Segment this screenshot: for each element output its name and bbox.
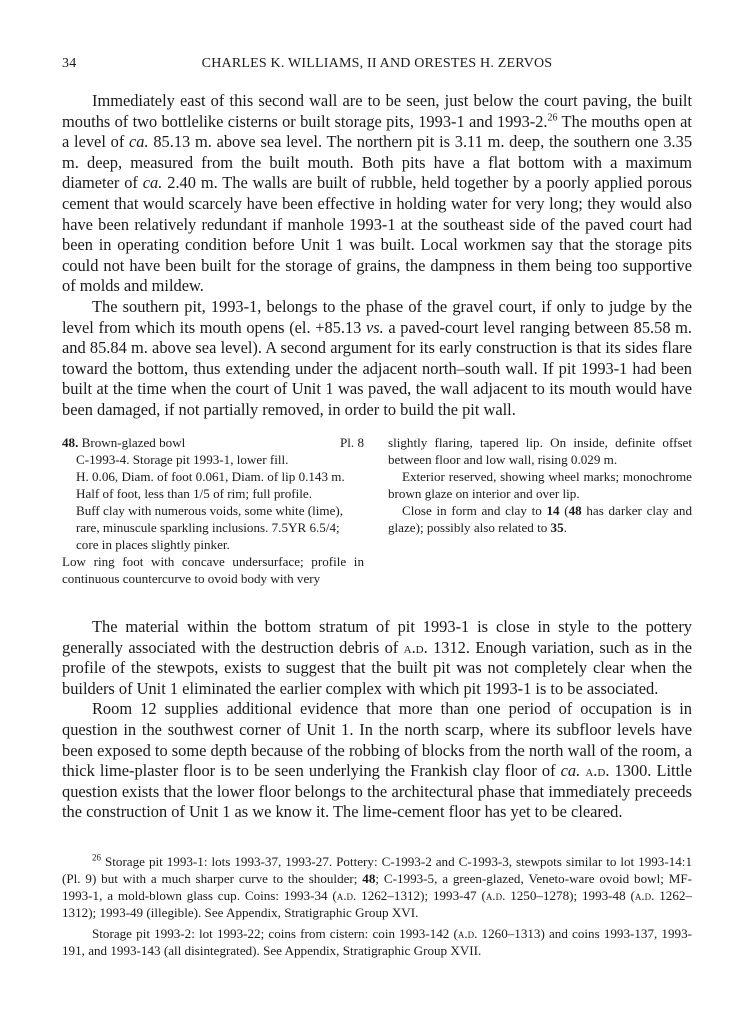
paragraph-room-12: Room 12 supplies additional evidence that more than one period of occupation is in question in the southwest corner of Unit 1. In the north scarp, where its subfloor levels have been exposed to some depth because of the robbing of blocks from the north wall of the room, a thick lime-plaster floor is to be seen underlying the Frankish clay floor of ca. a.d. 1300. Little question exists that the lower floor belongs to the architectural phase that immediately preceeds the construction of Unit 1 as we know it. The lime-cement floor has yet to be cleared.: [62, 699, 692, 822]
catalog-title: Brown-glazed bowl: [81, 435, 186, 450]
catalog-right-column: [388, 434, 692, 536]
main-text-upper: [62, 91, 692, 421]
catalog-exterior: Exterior reserved, showing wheel marks; monochrome brown glaze on interior and over lip.: [388, 469, 692, 501]
catalog-fabric: Buff clay with numerous voids, some white (lime), rare, minuscule sparkling inclusions. 7.5YR 6.5/4; core in places slightly pinker.: [76, 503, 344, 552]
catalog-number: 48.: [62, 435, 79, 450]
catalog-dimensions: H. 0.06, Diam. of foot 0.061, Diam. of lip 0.143 m.: [76, 469, 345, 484]
footnote-reference[interactable]: 26: [547, 112, 558, 124]
paragraph-bottom-stratum: The material within the bottom stratum of pit 1993-1 is close in style to the pottery generally associated with the destruction debris of a.d. 1312. Enough variation, such as in the profile of the stewpots, exists to suggest that the built pit was not completely clear when the builders of Unit 1 eliminated the earlier complex with which pit 1993-1 is to be associated.: [62, 617, 692, 698]
catalog-left-column: [62, 434, 364, 587]
page-number: 34: [62, 56, 77, 71]
plate-reference: Pl. 8: [339, 435, 364, 450]
running-head: [62, 56, 692, 76]
footnotes: [62, 853, 692, 959]
running-head-authors: CHARLES K. WILLIAMS, II AND ORESTES H. ZERVOS: [201, 56, 553, 71]
main-text-lower: [62, 617, 692, 823]
catalog-profile-part1: Low ring foot with concave undersurface; profile in continuous countercurve to ovoid body with very: [62, 554, 364, 586]
footnote-26: $^{26}$ Storage pit 1993-1: lots 1993-37, 1993-27. Pottery: C-1993-2 and C-1993-3, stewpots similar to lot 1993-14:1 (Pl. 9) but with a much sharper curve to the shoulder; 48; C-1993-5, a green-glazed, Veneto-ware ovoid bowl; MF-1993-1, a mold-blown glass cup. Coins: 1993-34 (a.d. 1262–1312); 1993-47 (a.d. 1250–1278); 1993-48 (a.d. 1262–1312); 1993-49 (illegible). See Appendix, Stratigraphic Group XVI.: [62, 852, 693, 920]
catalog-comparanda: Close in form and clay to 14 (48 has darker clay and glaze); possibly also related to 35.: [388, 503, 692, 535]
paragraph-storage-pits: Immediately east of this second wall are to be seen, just below the court paving, the built mouths of two bottlelike cisterns or built storage pits, 1993-1 and 1993-2.26 The mouths open at a level of ca. 85.13 m. above sea level. The northern pit is 3.11 m. deep, the southern one 3.35 m. deep, measured from the built mouth. Both pits have a flat bottom with a maximum diameter of ca. 2.40 m. The walls are built of rubble, held together by a poorly applied porous cement that would scarcely have been effective in holding water for very long; they would also have been relatively redundant if manhole 1993-1 at the southeast side of the paved court had been in operating condition before Unit 1 was built. Local workmen say that the storage pits could not have been built for the storage of grains, the dampness in them being too supportive of molds and mildew.: [62, 91, 693, 296]
catalog-inventory: C-1993-4. Storage pit 1993-1, lower fill.: [76, 452, 289, 467]
footnote-number: 26: [92, 852, 101, 863]
catalog-heading: [62, 434, 364, 451]
catalog-profile-part2: slightly flaring, tapered lip. On inside, definite offset between floor and low wall, rising 0.029 m.: [388, 435, 692, 467]
catalog-preservation: Half of foot, less than 1/5 of rim; full profile.: [76, 486, 313, 501]
paragraph-southern-pit: The southern pit, 1993-1, belongs to the phase of the gravel court, if only to judge by the level from which its mouth opens (el. +85.13 vs. a paved-court level ranging between 85.58 m. and 85.84 m. above sea level). A second argument for its early construction is that its sides flare toward the bottom, thus extending under the adjacent north–south wall. If pit 1993-1 had been built at the time when the court of Unit 1 was paved, the wall adjacent to its mouth would have been damaged, if not partially removed, in order to build the pit wall.: [62, 296, 692, 419]
catalog-details: [62, 451, 364, 553]
footnote-26-continued: Storage pit 1993-2: lot 1993-22; coins from cistern: coin 1993-142 (a.d. 1260–1313) and coins 1993-137, 1993-191, and 1993-143 (all disintegrated). See Appendix, Stratigraphic Group XVII.: [62, 926, 692, 958]
